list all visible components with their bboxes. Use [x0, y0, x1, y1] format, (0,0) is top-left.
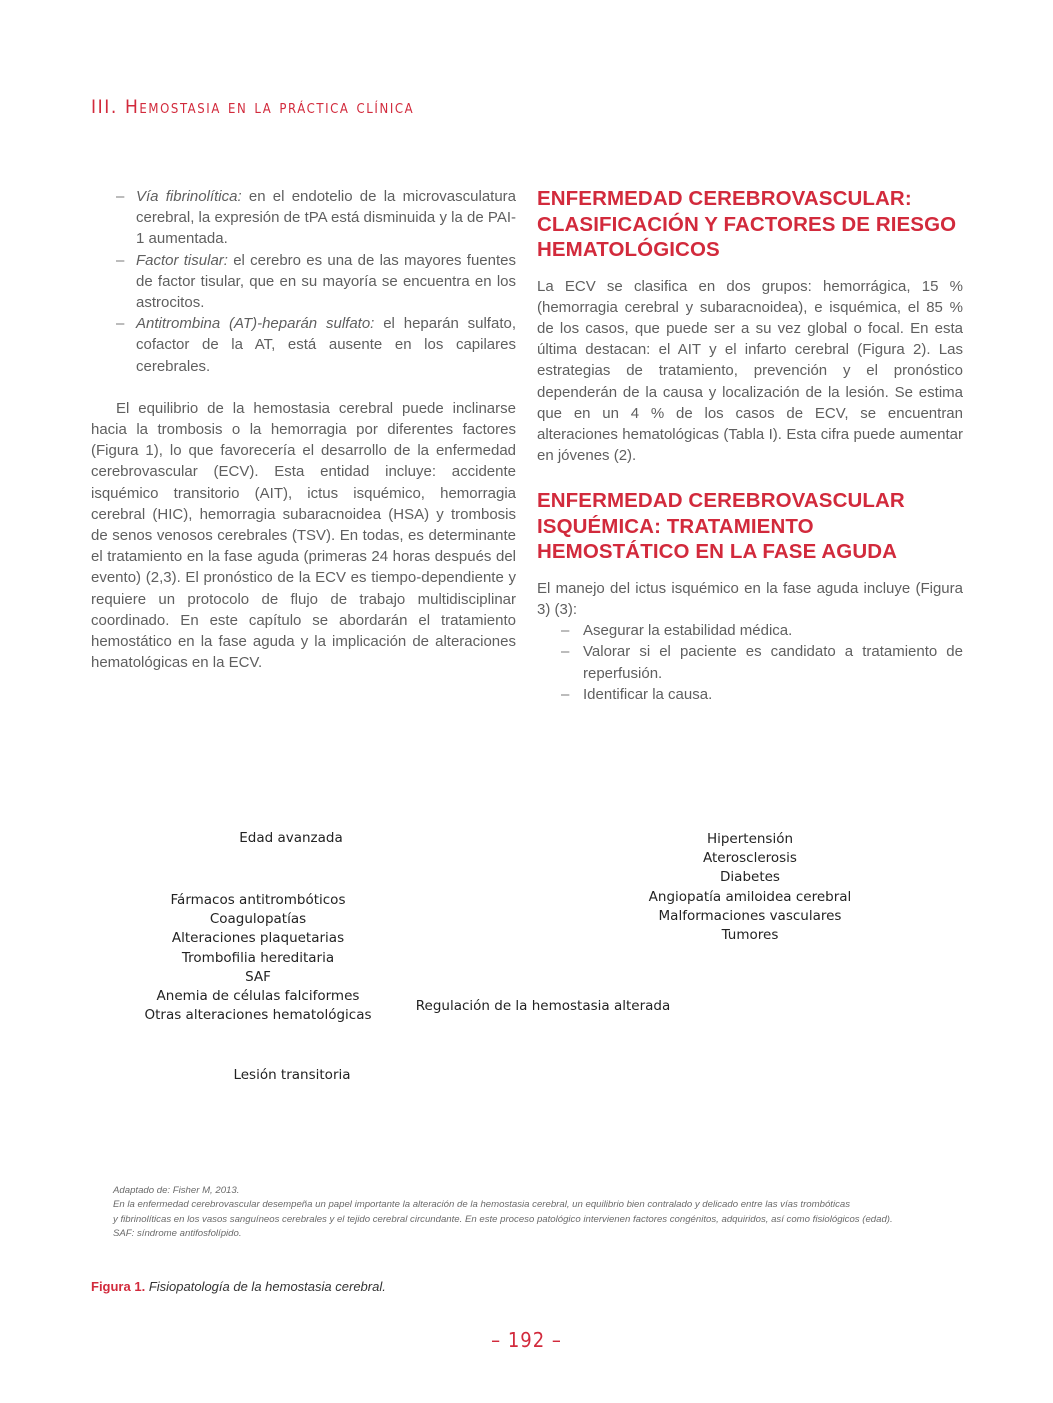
- body-paragraph: El equilibrio de la hemostasia cerebral puede inclinarse hacia la trombosis o la hemorragia por diferentes factores (Figura 1), lo que favorecería el desarrollo de la enfermedad cerebrovascular (ECV). Esta entidad incluye: accidente isquémico transitorio (AIT), ictus isquémico, hemorragia cerebral (HIC), hemorragia subaracnoidea (HSA) y trombosis de senos venosos cerebrales (TSV). En todas, es determinante el tratamiento en la fase aguda (primeras 24 horas después del evento) (2,3). El pronóstico de la ECV es tiempo-dependiente y requiere un protocolo de flujo de trabajo multidisciplinar coordinado. En este capítulo se abordarán el tratamiento hemostático en la fase aguda y la implicación de alteraciones hematológicas en la ECV.: [91, 399, 516, 672]
- figure-group-hematologic: [133, 891, 383, 1025]
- figure-caption-label: Figura 1.: [91, 1279, 146, 1294]
- section-heading: ENFERMEDAD CEREBROVASCULAR: CLASIFICACIÓN Y FACTORES DE RIESGO HEMATOLÓGICOS: [537, 187, 957, 261]
- figure-label-edad: Edad avanzada: [239, 830, 343, 846]
- figure-group-item: Coagulopatías: [209, 911, 307, 928]
- figure-caption: [91, 1279, 386, 1294]
- list-text: en el endotelio de la microvasculatura cerebral, la expresión de tPA está disminuida y la de PAI-1 aumentada.: [136, 188, 517, 248]
- page-number: – 192 –: [491, 1328, 562, 1352]
- management-list: [537, 620, 963, 705]
- figure-label-lesion: Lesión transitoria: [233, 1067, 351, 1083]
- figure-group-item: Angiopatía amiloidea cerebral: [648, 888, 852, 905]
- figure-notes: [113, 1184, 953, 1242]
- list-item: – Valorar si el paciente es candidato a tratamiento de reperfusión.: [537, 641, 963, 683]
- figure-source: Adaptado de: Fisher M, 2013.: [113, 1185, 240, 1196]
- left-column: [91, 186, 516, 673]
- figure-group-item: Aterosclerosis: [703, 850, 797, 867]
- figure-group-item: Tumores: [721, 927, 779, 944]
- figure-note-line: En la enfermedad cerebrovascular desempeña un papel importante la alteración de la hemostasia cerebral, un equilibrio bien contralado y delicado entre las vías trombóticas: [113, 1199, 851, 1211]
- figure-group-item: Hipertensión: [706, 831, 794, 847]
- list-item: [91, 250, 516, 314]
- figure-group-item: Otras alteraciones hematológicas: [144, 1007, 372, 1024]
- running-header: III. Hemostasia en la práctica clínica: [91, 96, 415, 118]
- mechanism-list: [91, 186, 516, 377]
- figure-group-item: SAF: [245, 968, 271, 985]
- figure-group-item: Trombofilia hereditaria: [181, 949, 335, 966]
- figure-group-item: Fármacos antitrombóticos: [170, 892, 346, 908]
- figure-group-vascular: [630, 830, 870, 945]
- figure-caption-title: Fisiopatología de la hemostasia cerebral.: [148, 1279, 386, 1294]
- list-term: Factor tisular:: [136, 251, 228, 269]
- figure-note-line: y fibrinolíticas en los vasos sanguíneos cerebrales y el tejido cerebral circundante. En este proceso patológico intervienen factores congénitos, adquiridos, así como fisiológicos (edad).: [113, 1213, 893, 1225]
- list-term: Antitrombina (AT)-heparán sulfato:: [136, 315, 375, 333]
- figure-group-item: Malformaciones vasculares: [658, 907, 842, 924]
- body-paragraph: El manejo del ictus isquémico en la fase aguda incluye (Figura 3) (3):: [537, 579, 963, 619]
- body-paragraph: La ECV se clasifica en dos grupos: hemorrágica, 15 % (hemorragia cerebral y subaracnoidea), e isquémica, el 85 % de los casos, que puede ser a su vez global o focal. En esta última destacan: el AIT y el infarto cerebral (Figura 2). Las estrategias de tratamiento, prevención y el pronóstico dependerán de la causa y localización de la lesión. Se estima que en un 4 % de los casos de ECV, se encuentran alteraciones hematológicas (Tabla I). Esta cifra puede aumentar en jóvenes (2).: [537, 277, 963, 465]
- list-item: [91, 313, 516, 377]
- list-item: [91, 186, 516, 250]
- list-text: el heparán sulfato, cofactor de la AT, está ausente en los capilares cerebrales.: [136, 315, 516, 375]
- list-text: el cerebro es una de las mayores fuentes de factor tisular, que en su mayoría se encuentra en los astrocitos.: [136, 251, 516, 312]
- figure-group-item: Alteraciones plaquetarias: [171, 930, 345, 947]
- list-term: Vía fibrinolítica:: [136, 188, 242, 205]
- figure-group-item: Diabetes: [720, 869, 780, 886]
- figure-note-line: SAF: síndrome antifosfolípido.: [113, 1228, 242, 1240]
- right-column: [537, 186, 963, 705]
- list-item: – Asegurar la estabilidad médica.: [537, 620, 963, 641]
- figure-group-item: Anemia de células falciformes: [156, 988, 360, 1005]
- section-heading: ENFERMEDAD CEREBROVASCULAR ISQUÉMICA: TRATAMIENTO HEMOSTÁTICO EN LA FASE AGUDA: [537, 489, 905, 564]
- list-item: – Identificar la causa.: [537, 684, 963, 705]
- figure-label-center: Regulación de la hemostasia alterada: [415, 998, 671, 1014]
